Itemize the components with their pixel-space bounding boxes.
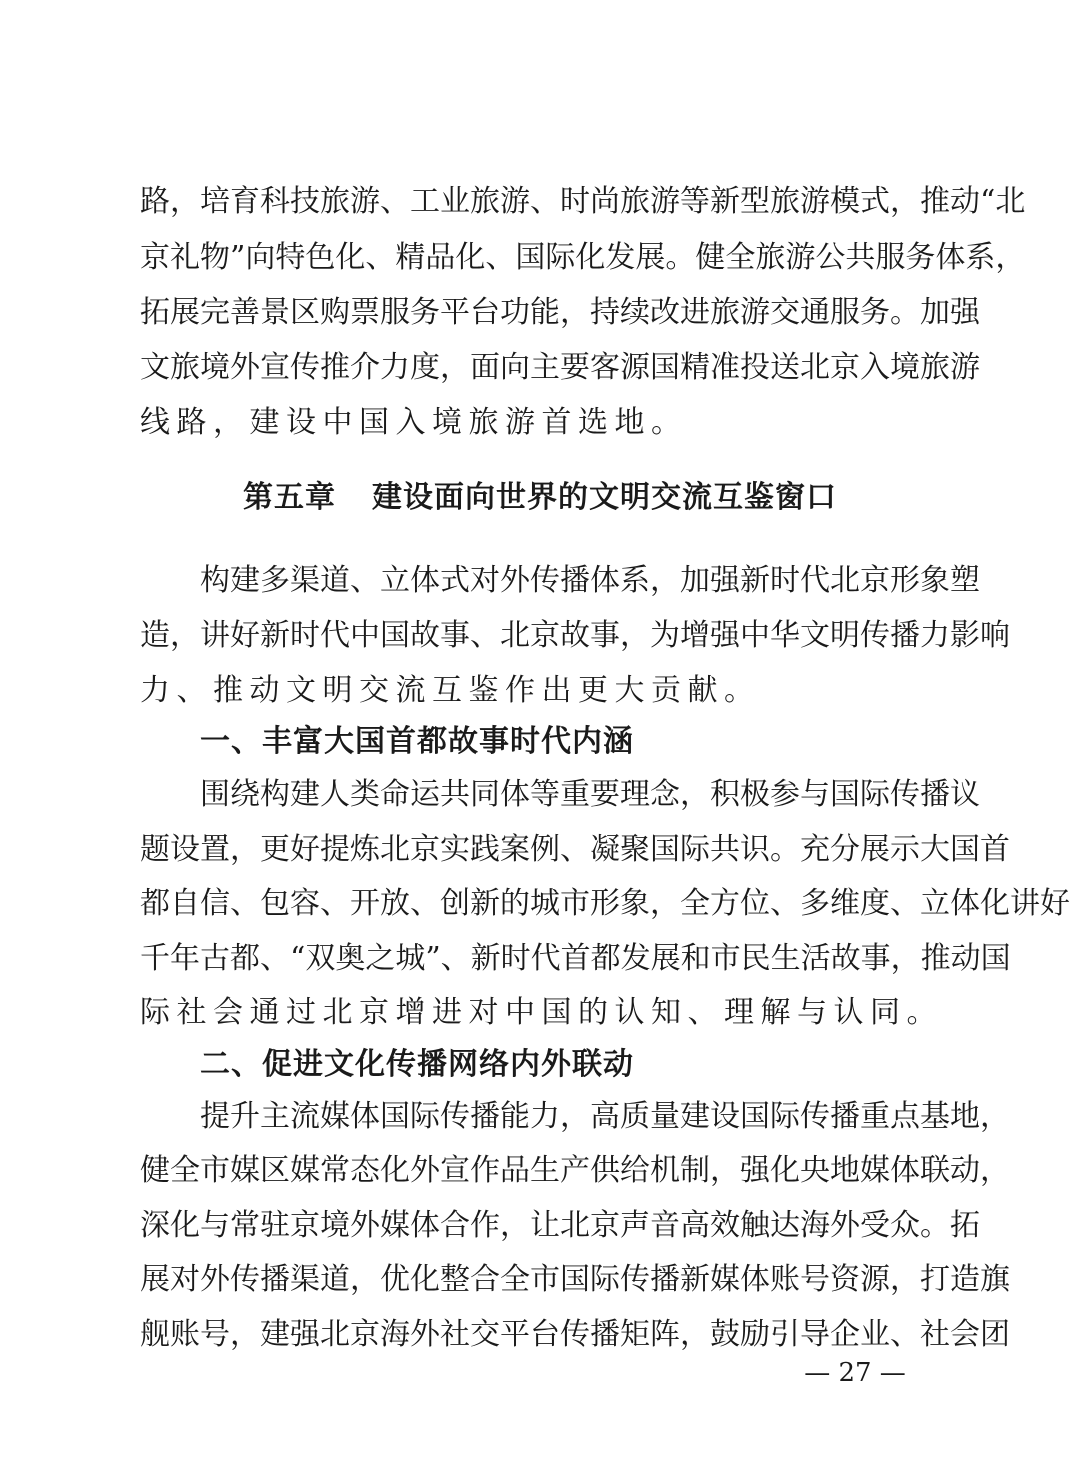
page-number: — 27 —: [804, 1358, 906, 1388]
chapter-number: 第五章: [243, 480, 336, 515]
paragraph-line: 京礼物”向特色化、精品化、国际化发展。健全旅游公共服务体系，: [140, 240, 1026, 275]
paragraph-line: 构建多渠道、立体式对外传播体系，加强新时代北京形象塑: [200, 563, 980, 598]
section-heading: 一、丰富大国首都故事时代内涵: [200, 724, 634, 759]
section-heading: 二、促进文化传播网络内外联动: [200, 1047, 634, 1082]
paragraph-line: 文旅境外宣传推介力度，面向主要客源国精准投送北京入境旅游: [140, 350, 980, 385]
paragraph-line: 围绕构建人类命运共同体等重要理念，积极参与国际传播议: [200, 777, 980, 812]
paragraph-line: 拓展完善景区购票服务平台功能，持续改进旅游交通服务。加强: [140, 295, 980, 330]
paragraph-line: 题设置，更好提炼北京实践案例、凝聚国际共识。充分展示大国首: [140, 832, 1010, 867]
chapter-title: 建设面向世界的文明交流互鉴窗口: [372, 480, 837, 515]
paragraph-line: 深化与常驻京境外媒体合作，让北京声音高效触达海外受众。拓: [140, 1208, 980, 1243]
paragraph-line: 路，培育科技旅游、工业旅游、时尚旅游等新型旅游模式，推动“北: [140, 184, 1026, 219]
paragraph-line: 健全市媒区媒常态化外宣作品生产供给机制，强化央地媒体联动，: [140, 1153, 1010, 1188]
paragraph-line: 都自信、包容、开放、创新的城市形象，全方位、多维度、立体化讲好: [140, 886, 1070, 921]
chapter-heading: [0, 478, 1080, 518]
paragraph-line: 展对外传播渠道，优化整合全市国际传播新媒体账号资源，打造旗: [140, 1262, 1010, 1297]
paragraph-line: 千年古都、“双奥之城”、新时代首都发展和市民生活故事，推动国: [140, 941, 1011, 976]
paragraph-line: 力、推动文明交流互鉴作出更大贡献。: [140, 673, 761, 708]
paragraph-line: 提升主流媒体国际传播能力，高质量建设国际传播重点基地，: [200, 1099, 1010, 1134]
paragraph-line: 舰账号，建强北京海外社交平台传播矩阵，鼓励引导企业、社会团: [140, 1317, 1010, 1352]
paragraph-line: 造，讲好新时代中国故事、北京故事，为增强中华文明传播力影响: [140, 618, 1010, 653]
paragraph-line: 际社会通过北京增进对中国的认知、理解与认同。: [140, 995, 943, 1030]
paragraph-line: 线路，建设中国入境旅游首选地。: [140, 405, 688, 440]
